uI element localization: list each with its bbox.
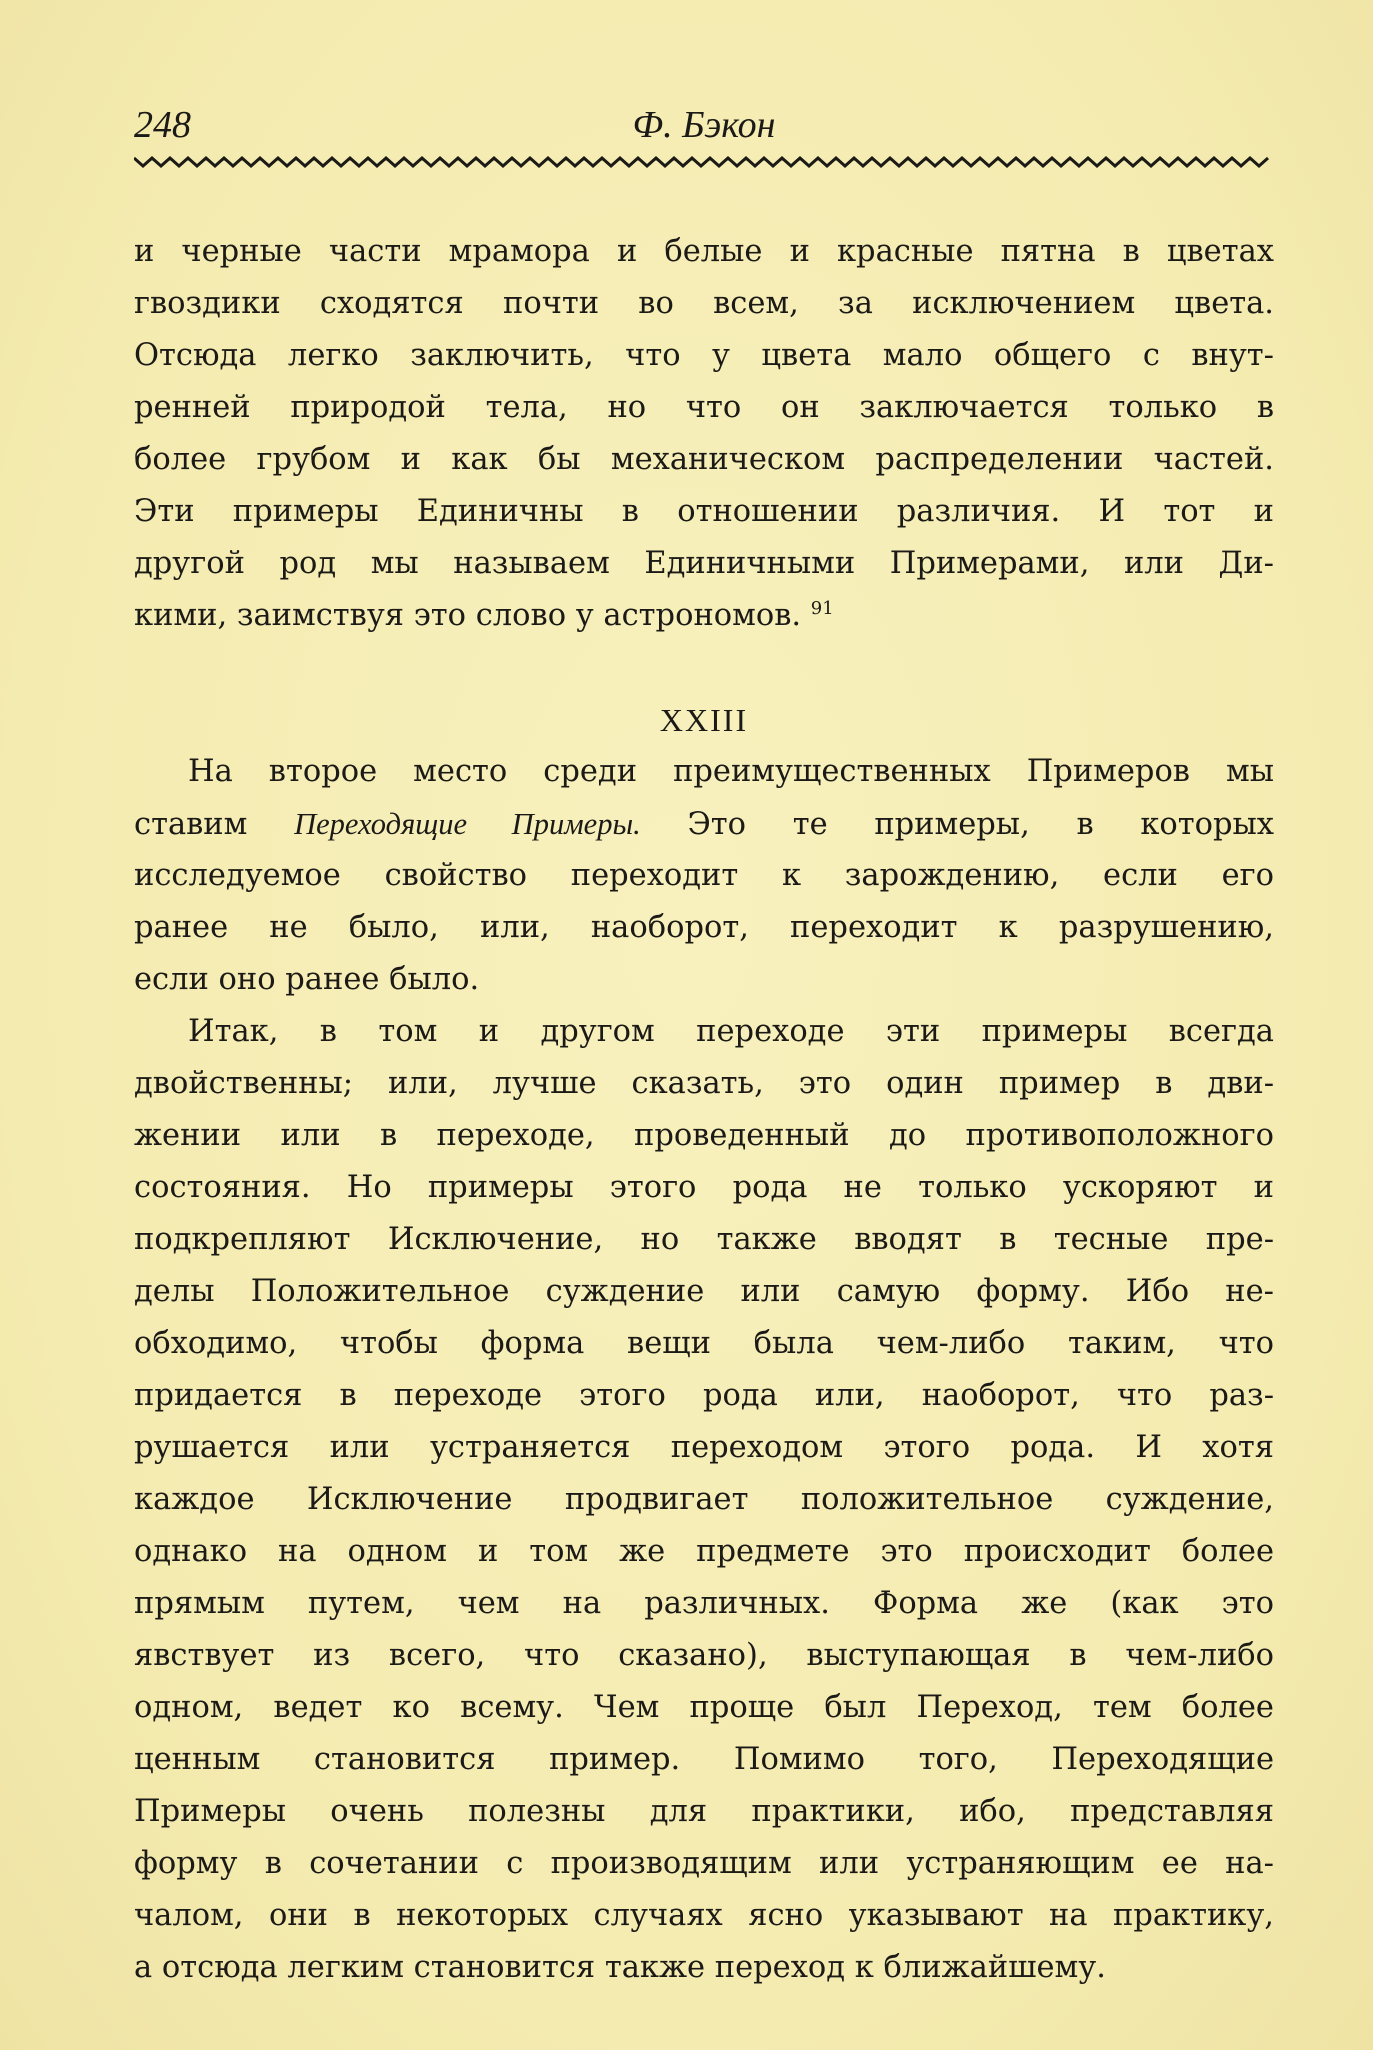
paragraph-1 [134, 226, 1274, 642]
text-line: делы Положительное суждение или самую форму. Ибо не- [134, 1274, 1274, 1309]
text-line: ренней природой тела, но что он заключается только в [134, 390, 1274, 425]
text-segment: ставим [134, 807, 295, 842]
text-line: если оно ранее было. [134, 962, 480, 997]
text-line: гвоздики сходятся почти во всем, за исключением цвета. [134, 286, 1274, 321]
emphasized-term: Переходящие Примеры. [294, 807, 641, 841]
text-line: прямым путем, чем на различных. Форма же (как это [134, 1586, 1274, 1621]
text-line: другой род мы называем Единичными Примерами, или Ди- [134, 546, 1274, 581]
text-line: более грубом и как бы механическом распределении частей. [134, 442, 1274, 477]
footnote-marker: 91 [810, 597, 834, 619]
text-line: обходимо, чтобы форма вещи была чем-либо таким, что [134, 1326, 1274, 1361]
paragraph-3 [134, 1006, 1274, 1994]
text-line: форму в сочетании с производящим или устраняющим ее на- [134, 1846, 1274, 1881]
header-rule-ornament [134, 156, 1274, 168]
text-line: Примеры очень полезны для практики, ибо, представляя [134, 1794, 1274, 1829]
text-line: состояния. Но примеры этого рода не только ускоряют и [134, 1170, 1274, 1205]
running-title: Ф. Бэкон [632, 104, 776, 146]
text-line-content: кими, заимствуя это слово у астрономов. [134, 598, 802, 633]
text-line: На второе место среди преимущественных Примеров мы [188, 754, 1274, 789]
text-line: рушается или устраняется переходом этого рода. И хотя [134, 1430, 1274, 1465]
paragraph-2 [134, 746, 1274, 1006]
section-heading: XXIII [659, 702, 749, 738]
text-line: одном, ведет ко всему. Чем проще был Переход, тем более [134, 1690, 1274, 1725]
text-line: подкрепляют Исключение, но также вводят в тесные пре- [134, 1222, 1274, 1257]
text-line: явствует из всего, что сказано), выступающая в чем-либо [134, 1638, 1274, 1673]
text-line: ценным становится пример. Помимо того, Переходящие [134, 1742, 1274, 1777]
text-line: а отсюда легким становится также переход к ближайшему. [134, 1950, 1106, 1985]
text-line: придается в переходе этого рода или, наоборот, что раз- [134, 1378, 1274, 1413]
text-line: однако на одном и том же предмете это происходит более [134, 1534, 1274, 1569]
page-header [134, 100, 1274, 150]
text-line: двойственны; или, лучше сказать, это один пример в дви- [134, 1066, 1274, 1101]
page-number: 248 [134, 104, 191, 146]
text-line: Отсюда легко заключить, что у цвета мало общего с внут- [134, 338, 1274, 373]
text-line: чалом, они в некоторых случаях ясно указывают на практику, [134, 1898, 1274, 1933]
main-text [134, 226, 1274, 1994]
text-line: ранее не было, или, наоборот, переходит к разрушению, [134, 910, 1274, 945]
text-line: и черные части мрамора и белые и красные пятна в цветах [134, 234, 1274, 269]
text-line: Итак, в том и другом переходе эти примеры всегда [188, 1014, 1274, 1049]
text-segment: Это те примеры, в которых [640, 807, 1274, 842]
text-line [134, 590, 1274, 642]
text-line: каждое Исключение продвигает положительное суждение, [134, 1482, 1274, 1517]
text-line [134, 798, 1274, 850]
text-line: жении или в переходе, проведенный до противоположного [134, 1118, 1274, 1153]
text-line: Эти примеры Единичны в отношении различия. И тот и [134, 494, 1274, 529]
text-line: исследуемое свойство переходит к зарождению, если его [134, 858, 1274, 893]
